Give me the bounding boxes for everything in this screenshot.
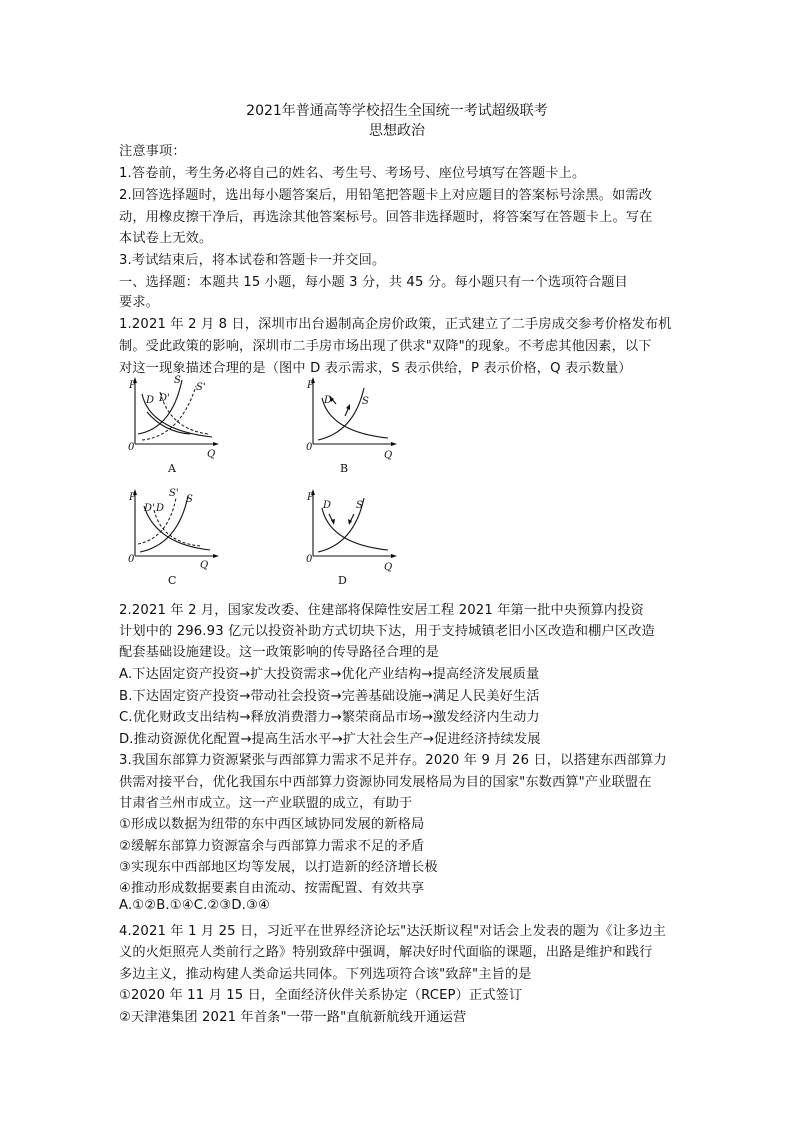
question-3-stem: 甘肃省兰州市成立。这一产业联盟的成立，有助于 — [119, 796, 413, 811]
axis-q-label: Q — [200, 560, 209, 571]
question-4-stem: 4.2021 年 1 月 25 日，习近平在世界经济论坛"达沃斯议程"对话会上发表的题为《让多边主 — [119, 924, 666, 939]
question-3-item: ①形成以数据为纽带的东中西区域协同发展的新格局 — [119, 817, 425, 832]
graph-option-d — [298, 486, 398, 592]
origin-label: 0 — [306, 554, 313, 565]
question-2-option-a: A.下达固定资产投资→扩大投资需求→优化产业结构→提高经济发展质量 — [119, 667, 540, 682]
question-2-option-d: D.推动资源优化配置→提高生活水平→扩大社会生产→促进经济持续发展 — [119, 732, 541, 747]
notice-line: 2.回答选择题时，选出每小题答案后，用铅笔把答题卡上对应题目的答案标号涂黑。如需改 — [119, 188, 653, 203]
question-2-option-b: B.下达固定资产投资→带动社会投资→完善基础设施→满足人民美好生活 — [119, 689, 540, 704]
demand-curve-label: D — [146, 395, 155, 406]
graph-caption-d: D — [338, 574, 347, 587]
question-4-item: ②天津港集团 2021 年首条"一带一路"直航新航线开通运营 — [119, 1010, 467, 1025]
axis-q-label: Q — [207, 449, 216, 460]
supply-shift-label: S' — [169, 488, 179, 499]
axis-p-label: P — [129, 380, 136, 391]
question-3-item: ②缓解东部算力资源富余与西部算力需求不足的矛盾 — [119, 839, 425, 854]
supply-shift-label: S' — [196, 382, 206, 393]
question-2-stem: 计划中的 296.93 亿元以投资补助方式切块下达，用于支持城镇老旧小区改造和棚户区改造 — [119, 624, 655, 639]
question-3-stem: 供需对接平台，优化我国东中西部算力资源协同发展格局为目的国家"东数西算"产业联盟在 — [119, 775, 652, 790]
graph-option-a — [120, 374, 220, 480]
graph-caption-a: A — [168, 462, 176, 475]
notice-heading: 注意事项： — [119, 144, 186, 159]
question-4-item: ①2020 年 11 月 15 日，全面经济伙伴关系协定（RCEP）正式签订 — [119, 988, 523, 1003]
notice-line: 3.考试结束后，将本试卷和答题卡一并交回。 — [119, 253, 386, 268]
origin-label: 0 — [306, 442, 313, 453]
axis-p-label: P — [129, 492, 136, 503]
demand-curve-label: D — [156, 503, 165, 514]
supply-curve-label: S — [356, 500, 363, 511]
axis-q-label: Q — [384, 450, 393, 461]
question-2-stem: 配套基础设施建设。这一政策影响的传导路径合理的是 — [119, 645, 440, 660]
question-3-stem: 3.我国东部算力资源紧张与西部算力需求不足并存。2020 年 9 月 26 日，以搭建东西部算力 — [119, 753, 667, 768]
exam-subject: 思想政治 — [369, 123, 425, 139]
notice-line: 本试卷上无效。 — [119, 231, 213, 246]
axis-p-label: P — [307, 380, 314, 391]
graph-caption-b: B — [340, 462, 349, 475]
question-1-stem: 对这一现象描述合理的是（图中 D 表示需求，S 表示供给，P 表示价格，Q 表示数量） — [119, 361, 632, 376]
origin-label: 0 — [128, 554, 135, 565]
origin-label: 0 — [128, 442, 135, 453]
question-3-item: ③实现东中西部地区均等发展，以打造新的经济增长极 — [119, 860, 438, 875]
demand-curve-label: D — [323, 500, 332, 511]
question-1-stem: 1.2021 年 2 月 8 日，深圳市出台遏制高企房价政策，正式建立了二手房成交参考价格发布机 — [119, 317, 672, 332]
demand-curve-label: D — [324, 395, 333, 406]
section-heading: 要求。 — [119, 295, 160, 310]
exam-title: 2021年普通高等学校招生全国统一考试超级联考 — [246, 103, 548, 119]
question-1-stem: 制。受此政策的影响，深圳市二手房市场出现了供求"双降"的现象。不考虑其他因素，以下 — [119, 339, 652, 354]
question-2-option-c: C.优化财政支出结构→释放消费潜力→繁荣商品市场→激发经济内生动力 — [119, 710, 540, 725]
notice-line: 动，用橡皮擦干净后，再选涂其他答案标号。回答非选择题时，将答案写在答题卡上。写在 — [119, 210, 653, 225]
supply-curve-label: S — [362, 396, 369, 407]
section-heading: 一、选择题：本题共 15 小题，每小题 3 分，共 45 分。每小题只有一个选项符合题目 — [119, 275, 628, 290]
axis-q-label: Q — [384, 562, 393, 573]
question-4-stem: 义的火炬照亮人类前行之路》特别致辞中强调，解决好时代面临的课题，出路是维护和践行 — [119, 945, 653, 960]
supply-curve-label: S — [174, 375, 181, 386]
graph-option-c — [120, 486, 220, 592]
question-3-item: ④推动形成数据要素自由流动、按需配置、有效共享 — [119, 881, 425, 896]
question-3-options: A.①②B.①④C.②③D.③④ — [119, 898, 270, 913]
graph-option-b — [298, 374, 398, 480]
notice-line: 1.答卷前，考生务必将自己的姓名、考生号、考场号、座位号填写在答题卡上。 — [119, 166, 586, 181]
axis-p-label: P — [307, 492, 314, 503]
question-4-stem: 多边主义，推动构建人类命运共同体。下列选项符合该"致辞"主旨的是 — [119, 967, 532, 982]
question-2-stem: 2.2021 年 2 月，国家发改委、住建部将保障性安居工程 2021 年第一批中央预算内投资 — [119, 603, 644, 618]
demand-shift-label: D' — [159, 393, 170, 404]
graph-caption-c: C — [168, 574, 177, 587]
demand-shift-label: D' — [144, 503, 155, 514]
supply-curve-label: S — [186, 494, 193, 505]
